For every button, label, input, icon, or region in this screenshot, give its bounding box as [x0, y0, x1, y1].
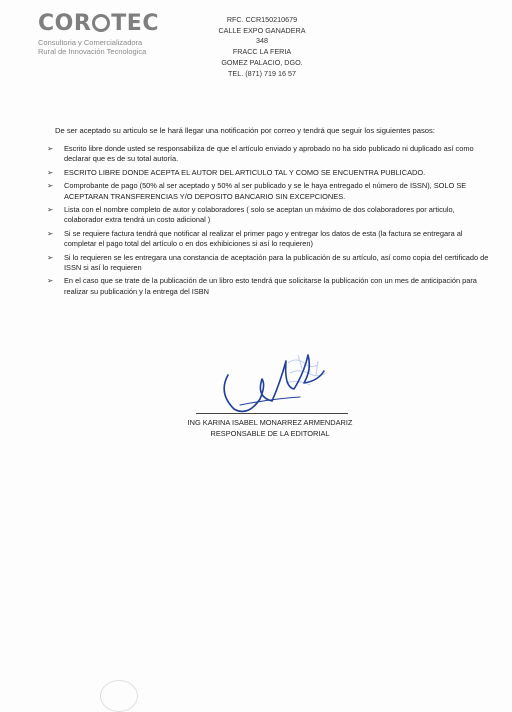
- address-line: TEL. (871) 719 16 57: [228, 68, 296, 78]
- signature-icon: [200, 345, 340, 413]
- step-text: Si se requiere factura tendrá que notificar al realizar el primer pago y entregar los datos de esta (la factura se entregara al completar el pago total del artículo o en dos exhibiciones si así lo requieren): [64, 228, 463, 249]
- list-item: [45, 168, 495, 178]
- signer-role: RESPONSABLE DE LA EDITORIAL: [210, 429, 330, 438]
- list-item: [45, 229, 495, 250]
- step-text: Comprobante de pago (50% al ser aceptado y 50% al ser publicado y se le haya entregado el número de ISSN), SOLO SE ACEPTARAN TRANSFERENCIAS Y/O DEPOSITO BANCARIO SIN EXCEPCIONES.: [64, 181, 467, 201]
- list-item: [45, 181, 495, 202]
- logo-tagline-1: Consultoria y Comercializadora: [38, 38, 143, 47]
- address-line: GOMEZ PALACIO, DGO.: [221, 57, 303, 67]
- arrow-bullet-icon: ➢: [47, 181, 54, 191]
- signer-block: [170, 417, 370, 439]
- arrow-bullet-icon: ➢: [47, 167, 54, 177]
- steps-list: [45, 144, 495, 300]
- list-item: [45, 144, 495, 165]
- arrow-bullet-icon: ➢: [47, 276, 54, 286]
- signature-line: [196, 413, 348, 414]
- address-line: FRACC LA FERIA: [232, 47, 292, 57]
- signer-name: ING KARINA ISABEL MONARREZ ARMENDARIZ: [187, 418, 353, 427]
- logo-tagline-2: Rural de Innovación Tecnologica: [38, 47, 147, 56]
- arrow-bullet-icon: ➢: [47, 228, 54, 238]
- step-text: Si lo requieren se les entregara una constancia de aceptación para la publicación de su artículo, así como copia del certificado de ISSN si así lo requieren: [64, 252, 489, 273]
- logo-word-left: COR: [38, 11, 92, 36]
- scan-mark: [100, 680, 138, 712]
- list-item: [45, 253, 495, 274]
- address-line: CALLE EXPO GANADERA 348: [218, 25, 306, 46]
- address-line: RFC. CCR150210679: [226, 15, 298, 24]
- arrow-bullet-icon: ➢: [47, 144, 54, 153]
- step-text: Escrito libre donde usted se responsabiliza de que el artículo enviado y aprobado no ha sido publicado ni duplicado así como declarar que es de su total autoría.: [64, 144, 474, 164]
- step-text: En el caso que se trate de la publicación de un libro esto tendrá que solicitarse la publicación con un mes de anticipación para realizar su publicación y la entrega del ISBN: [64, 276, 477, 296]
- arrow-bullet-icon: ➢: [47, 205, 54, 215]
- logo-word-right: TEC: [111, 11, 159, 36]
- list-item: [45, 205, 495, 226]
- company-address: [212, 15, 312, 79]
- arrow-bullet-icon: ➢: [47, 252, 54, 262]
- list-item: [45, 276, 495, 297]
- step-text: ESCRITO LIBRE DONDE ACEPTA EL AUTOR DEL ARTICULO TAL Y COMO SE ENCUENTRA PUBLICADO.: [64, 167, 426, 177]
- gear-icon: [92, 14, 110, 32]
- logo-wordmark: [38, 12, 173, 36]
- intro-paragraph: De ser aceptado su articulo se le hará llegar una notificación por correo y tendrá que seguir los siguientes pasos:: [55, 126, 435, 135]
- step-text: Lista con el nombre completo de autor y colaboradores ( solo se aceptan un máximo de dos colaboradores por articulo, colaborador extra tendrá un costo adicional ): [64, 205, 455, 225]
- company-logo: [38, 12, 173, 56]
- signature-area: [200, 345, 340, 413]
